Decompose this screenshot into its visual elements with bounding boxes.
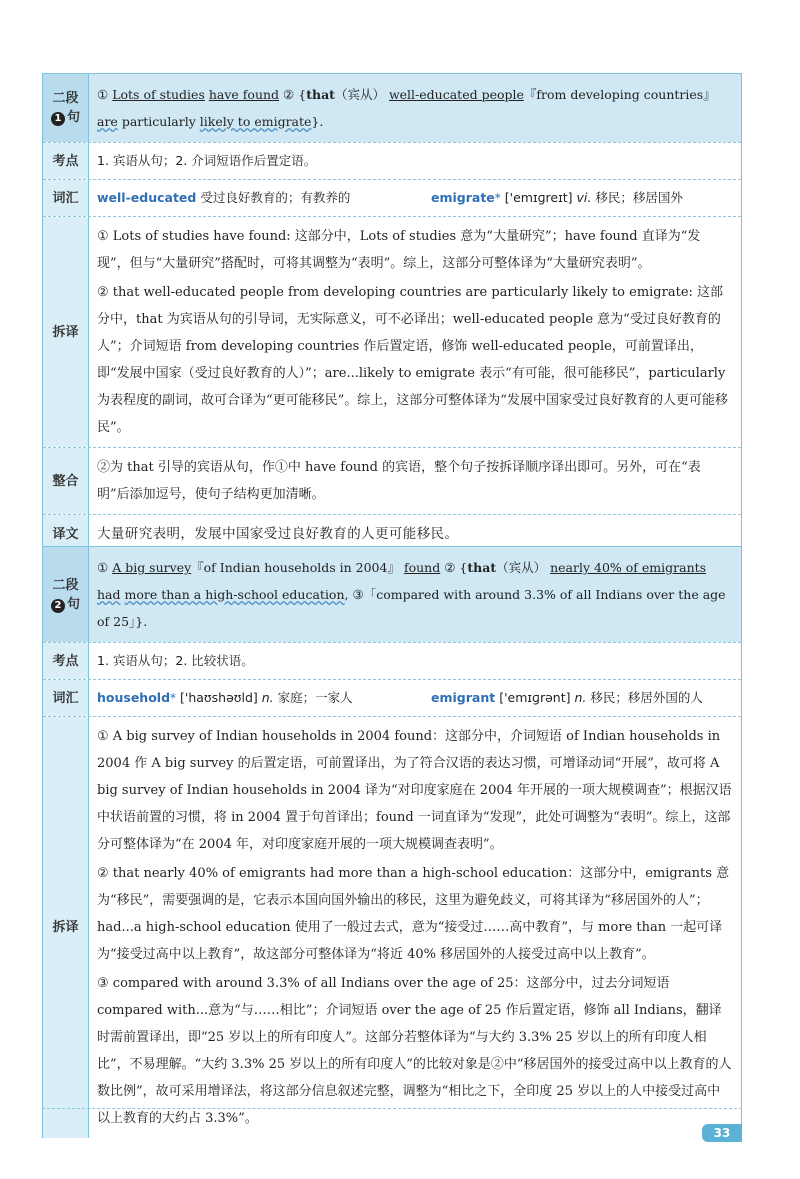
analysis-paragraph: ② that well-educated people from developing countries are particularly likely to emigrate: 这部分中，that 为宾语从句的引导词，无实际意义，可不必译出；well-educated people 意为“受过良好教育的人”；介词短语 from developing countries 作后置定语，修饰 well-educated people，可前置译出，即“发展中国家（受过良好教育的人）”；are...likely to emigrate 表示“有可能，很可能移民”，particularly 为表程度的副词，故可合译为“更可能移民”。综上，这部分可整体译为“发展中国家受过良好教育的人更可能移民”。 (97, 285, 728, 435)
vocab-definition: 家庭；一家人 (277, 690, 353, 705)
vocab-phonetic: ['haʊshəʊld] (180, 690, 258, 705)
chaiyi-text (89, 717, 741, 1138)
chaiyi-row (43, 216, 741, 447)
page-number: 33 (702, 1124, 742, 1142)
yiwen-label: 译文 (43, 515, 89, 554)
kaodian-row (43, 142, 741, 179)
sentence-text: ① Lots of studies have found ② {that（宾从） well-educated people『from developing countries』 are particularly likely to emigrate}. (97, 87, 716, 129)
star-icon: * (170, 691, 177, 705)
analysis-paragraph: ① Lots of studies have found: 这部分中，Lots of studies 意为“大量研究”；have found 直译为“发现”，但与“大量研究”搭配时，可将其调整为“表明”。综上，这部分可整体译为“大量研究表明”。 (97, 229, 701, 271)
vocab-pos: vi. (576, 190, 592, 205)
star-icon: * (494, 191, 501, 205)
vocab-definition: 移民；移居外国的人 (590, 690, 703, 705)
sentence-block-2 (42, 546, 742, 1138)
kaodian-text: 1. 宾语从句；2. 比较状语。 (97, 653, 254, 668)
sentence-text: ① A big survey『of Indian households in 2004』 found ② {that（宾从） nearly 40% of emigrants had more than a high-school education, ③「compared with around 3.3% of all Indians over the age of 25」}. (97, 560, 726, 629)
zhenghe-label: 整合 (43, 448, 89, 514)
vocab-entry (97, 187, 431, 209)
sentence-row (43, 74, 741, 142)
vocab-row (43, 179, 741, 216)
vocab-entry (431, 687, 703, 709)
zhenghe-text: ②为 that 引导的宾语从句，作①中 have found 的宾语，整个句子按拆译顺序译出即可。另外，可在“表明”后添加逗号，使句子结构更加清晰。 (97, 460, 701, 502)
vocab-phonetic: ['emɪɡreɪt] (504, 190, 573, 205)
kaodian-label: 考点 (43, 643, 89, 679)
vocab-list (89, 180, 741, 216)
zhenghe-row (43, 447, 741, 514)
chaiyi-row (43, 716, 741, 1138)
kaodian-label: 考点 (43, 143, 89, 179)
vocab-word: emigrant (431, 690, 496, 705)
chaiyi-text (89, 217, 741, 447)
translation-text: 大量研究表明，发展中国家受过良好教育的人更可能移民。 (97, 526, 459, 542)
vocab-definition: 移民；移居国外 (595, 190, 683, 205)
kaodian-row (43, 642, 741, 679)
chaiyi-label: 拆译 (43, 217, 89, 447)
sentence-number-badge: 1 (51, 112, 65, 126)
vocab-pos: n. (574, 690, 587, 705)
sentence-number-badge: 2 (51, 599, 65, 613)
vocab-word: household (97, 690, 171, 705)
vocab-pos: n. (261, 690, 274, 705)
sentence-block-1 (42, 73, 742, 555)
vocab-label: 词汇 (43, 180, 89, 216)
vocab-label: 词汇 (43, 680, 89, 716)
vocab-entry (431, 187, 683, 209)
vocab-row (43, 679, 741, 716)
vocab-entry (97, 687, 431, 709)
vocab-word: well-educated (97, 190, 197, 205)
analysis-paragraph: ② that nearly 40% of emigrants had more than a high-school education：这部分中，emigrants 意为“移民”，需要强调的是，它表示本国向国外输出的移民，这里为避免歧义，可将其译为“移居国外的人”；had...a high-school education 使用了一般过去式，意为“接受过……高中教育”，与 more than 一起可译为“接受过高中以上教育”，故这部分可整体译为“将近 40% 移居国外的人接受过高中以上教育”。 (97, 866, 730, 962)
sentence-row (43, 547, 741, 642)
vocab-definition: 受过良好教育的；有教养的 (200, 190, 351, 205)
vocab-list (89, 680, 741, 716)
section-label: 二段 1 句 (43, 74, 89, 142)
analysis-paragraph: ③ compared with around 3.3% of all Indians over the age of 25：这部分中，过去分词短语 compared with...意为“与……相比”；介词短语 over the age of 25 作后置定语，修饰 all Indians，翻译时需前置译出，即“25 岁以上的所有印度人”。这部分若整体译为“与大约 3.3% 25 岁以上的所有印度人相比”，不易理解。“大约 3.3% 25 岁以上的所有印度人”的比较对象是②中“移居国外的接受过高中以上教育的人数比例”，故可采用增译法，将这部分信息叙述完整，调整为“相比之下，全印度 25 岁以上的人中接受过高中以上教育的大约占 3.3%”。 (97, 976, 732, 1126)
section-label: 二段 2 句 (43, 547, 89, 642)
vocab-phonetic: ['emɪɡrənt] (499, 690, 571, 705)
analysis-paragraph: ① A big survey of Indian households in 2004 found：这部分中，介词短语 of Indian households in 2004 作 A big survey 的后置定语，可前置译出，为了符合汉语的表达习惯，可增译动词“开展”，故可将 A big survey of Indian households in 2004 译为“对印度家庭在 2004 年开展的一项大规模调查”；根据汉语中状语前置的习惯，将 in 2004 置于句首译出；found 一词直译为“发现”，此处可调整为“表明”。综上，这部分可整体译为“在 2004 年，对印度家庭开展的一项大规模调查表明”。 (97, 729, 732, 852)
kaodian-text: 1. 宾语从句；2. 介词短语作后置定语。 (97, 153, 317, 168)
chaiyi-label: 拆译 (43, 717, 89, 1138)
divider (42, 1108, 742, 1109)
vocab-word: emigrate (431, 190, 495, 205)
